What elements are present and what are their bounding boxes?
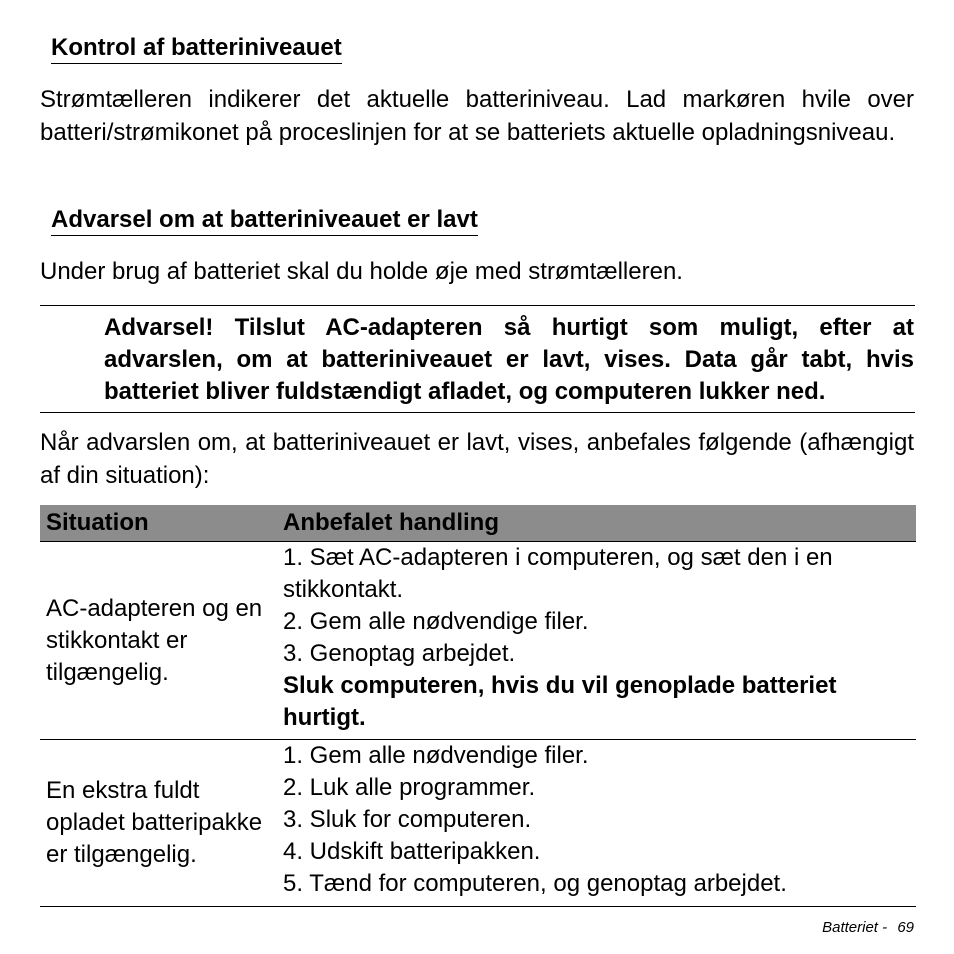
column-header-action: Anbefalet handling bbox=[278, 505, 916, 542]
warning-note: Advarsel! Tilslut AC-adapteren så hurtigt som muligt, efter at advarslen, om at batteriniveauet er lavt, vises. Data går tabt, hvis batteriet bliver fuldstændigt afladet, og computeren lukker ned. bbox=[104, 314, 914, 405]
action-step: 2. Gem alle nødvendige filer. bbox=[283, 608, 589, 635]
situation-cell: En ekstra fuldt opladet batteripakke er tilgængelig. bbox=[40, 740, 278, 907]
table-row bbox=[40, 542, 916, 740]
table-row bbox=[40, 740, 916, 907]
recommendation-table bbox=[40, 505, 916, 907]
heading-battery-level: Kontrol af batteriniveauet bbox=[51, 34, 342, 64]
action-cell bbox=[278, 740, 916, 907]
footer-section-name: Batteriet - bbox=[822, 919, 888, 936]
warning-top-rule bbox=[40, 305, 915, 306]
action-step: 3. Sluk for computeren. bbox=[283, 806, 532, 833]
action-note: Sluk computeren, hvis du vil genoplade batteriet hurtigt. bbox=[283, 672, 837, 731]
action-step: 1. Sæt AC-adapteren i computeren, og sæt den i en stikkontakt. bbox=[283, 544, 833, 603]
column-header-situation: Situation bbox=[40, 505, 278, 542]
situation-cell: AC-adapteren og en stikkontakt er tilgængelig. bbox=[40, 542, 278, 740]
low-battery-paragraph: Under brug af batteriet skal du holde øje med strømtælleren. bbox=[40, 258, 683, 285]
action-step: 1. Gem alle nødvendige filer. bbox=[283, 742, 589, 769]
page-number: 69 bbox=[897, 919, 914, 936]
action-step: 2. Luk alle programmer. bbox=[283, 774, 536, 801]
recommendation-intro: Når advarslen om, at batteriniveauet er lavt, vises, anbefales følgende (afhængigt af din situation): bbox=[40, 429, 914, 489]
warning-bottom-rule bbox=[40, 412, 915, 413]
action-step: 5. Tænd for computeren, og genoptag arbejdet. bbox=[283, 870, 787, 897]
action-step: 4. Udskift batteripakken. bbox=[283, 838, 541, 865]
page-footer bbox=[822, 919, 914, 936]
action-cell bbox=[278, 542, 916, 740]
heading-low-battery-warning: Advarsel om at batteriniveauet er lavt bbox=[51, 206, 478, 236]
action-step: 3. Genoptag arbejdet. bbox=[283, 640, 516, 667]
table-header-row bbox=[40, 505, 916, 542]
battery-level-paragraph: Strømtælleren indikerer det aktuelle batteriniveau. Lad markøren hvile over batteri/strømikonet på proceslinjen for at se batteriets aktuelle opladningsniveau. bbox=[40, 86, 914, 146]
